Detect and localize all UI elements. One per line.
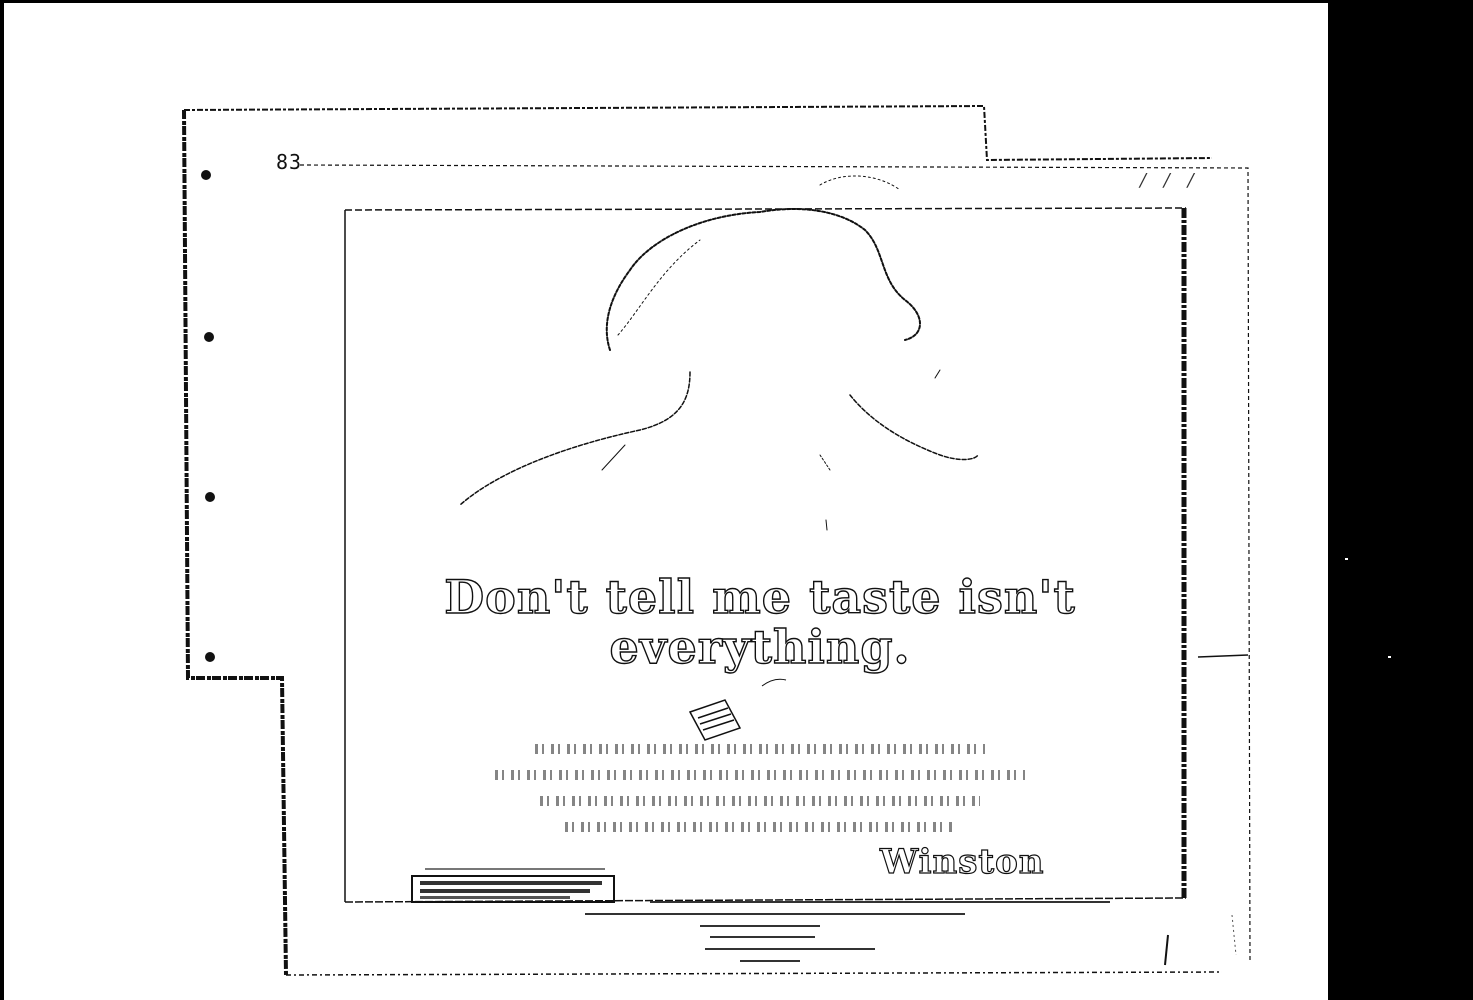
pen-mark [1165, 935, 1168, 965]
page-number: 83 [276, 150, 303, 174]
binder-holes [201, 170, 215, 662]
warning-box [412, 868, 614, 902]
right-scan-margin [1328, 0, 1473, 1000]
fine-print [585, 901, 1110, 962]
cigarette-pack-icon [690, 700, 740, 740]
corner-handwriting: / / / [1140, 170, 1200, 191]
woman-illustration [460, 176, 978, 530]
body-copy-illegible [470, 738, 1050, 842]
headline-line-2: everything. [609, 620, 911, 674]
brand-logo-text: Winston [880, 842, 1045, 882]
headline-line-1: Don't tell me taste isn't [444, 570, 1076, 624]
